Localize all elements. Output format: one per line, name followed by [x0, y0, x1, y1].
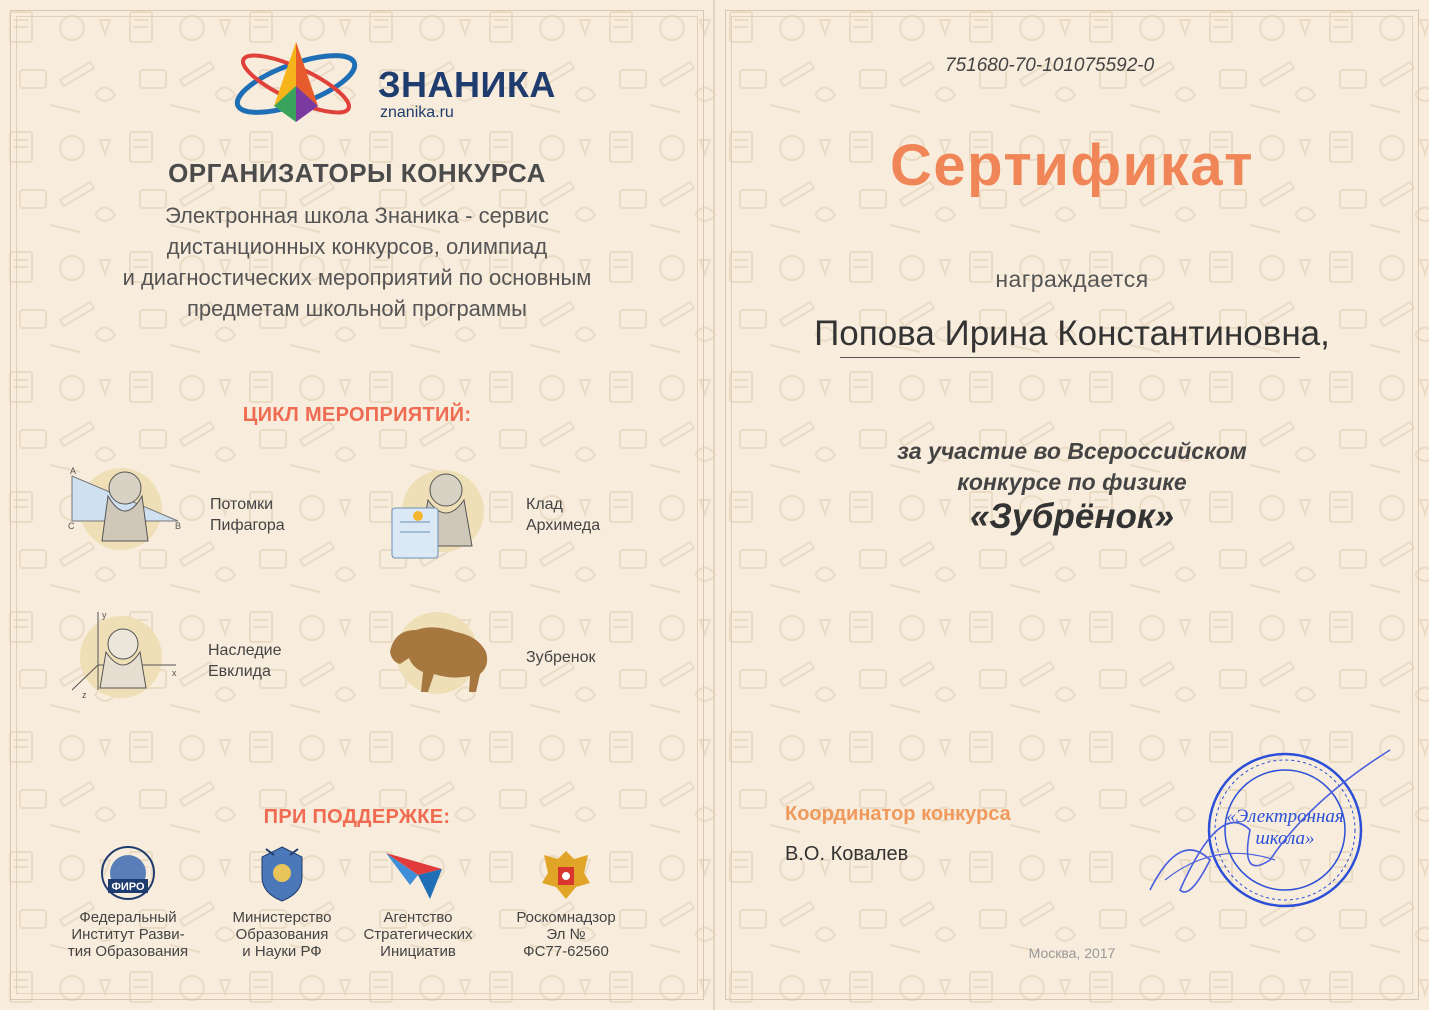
name-underline	[840, 357, 1300, 358]
contest-name: «Зубрёнок»	[969, 497, 1175, 536]
sponsor-line: Институт Разви-	[71, 926, 185, 943]
sponsor-line: Образования	[235, 926, 329, 943]
sponsor-line: Агентство	[383, 909, 453, 926]
bison-icon	[384, 610, 494, 700]
event-line1: Клад	[526, 496, 563, 513]
sponsor-line: Эл №	[546, 926, 586, 943]
event-bison	[384, 610, 644, 710]
sponsor-roskomnadzor	[496, 845, 636, 960]
organizers-line: Электронная школа Знаника - сервис	[164, 203, 550, 228]
right-page	[715, 0, 1429, 1010]
event-line2: Евклида	[208, 663, 271, 680]
organizers-line: предметам школьной программы	[187, 296, 527, 321]
sponsor-line: тия Образования	[67, 943, 189, 960]
ministry-emblem-icon	[258, 845, 306, 903]
sponsor-ministry	[212, 845, 352, 960]
event-label	[526, 647, 596, 668]
organizers-description	[40, 200, 674, 324]
event-line2: Архимеда	[526, 517, 601, 534]
award-reason	[715, 436, 1429, 498]
certificate-serial: 751680-70-101075592-0	[945, 55, 1155, 76]
event-archimedes	[388, 466, 648, 566]
svg-text:A: A	[70, 466, 77, 476]
logo-name: ЗНАНИКА	[378, 64, 556, 105]
reason-line: конкурсе по физике	[957, 469, 1187, 495]
firo-icon	[98, 845, 158, 903]
event-label	[526, 494, 600, 536]
stamp-text-line1: «Электронная	[1226, 806, 1344, 827]
znanika-logo	[226, 36, 556, 126]
pythagoras-icon	[70, 466, 185, 561]
cycle-title: ЦИКЛ МЕРОПРИЯТИЙ:	[242, 404, 472, 426]
event-label	[210, 494, 285, 536]
stamp-text-line2: школа»	[1255, 828, 1315, 849]
svg-text:B: B	[175, 521, 182, 531]
left-page	[0, 0, 714, 1010]
reason-line: за участие во Всероссийском	[897, 438, 1247, 464]
asi-logo-icon	[382, 845, 454, 903]
logo-url: znanika.ru	[380, 104, 454, 121]
archimedes-icon	[388, 466, 498, 566]
event-pythagoras	[70, 466, 310, 566]
sponsor-line: Стратегических	[363, 926, 473, 943]
event-line2: Пифагора	[210, 517, 285, 534]
coordinator-title: Координатор конкурса	[785, 803, 1011, 825]
event-euclid	[68, 610, 308, 710]
russian-coat-of-arms-icon	[540, 845, 592, 903]
firo-icon-text: ФИРО	[111, 881, 145, 893]
svg-text:x: x	[172, 668, 177, 678]
certificate-title: Сертификат	[890, 133, 1254, 198]
sponsor-line: Федеральный	[79, 909, 177, 926]
support-title: ПРИ ПОДДЕРЖКЕ:	[263, 806, 451, 828]
svg-text:y: y	[102, 610, 107, 620]
sponsor-line: Роскомнадзор	[516, 909, 616, 926]
sponsor-line: Министерство	[232, 909, 332, 926]
znanika-star-icon	[226, 36, 376, 126]
event-line1: Потомки	[210, 496, 274, 513]
sponsor-line: Инициатив	[380, 943, 456, 960]
sponsor-firo	[58, 845, 198, 960]
event-label	[208, 640, 282, 682]
event-line1: Зубренок	[526, 649, 596, 666]
sponsor-line: и Науки РФ	[242, 943, 322, 960]
organizers-title: ОРГАНИЗАТОРЫ КОНКУРСА	[168, 158, 546, 188]
svg-text:C: C	[68, 521, 75, 531]
recipient-name: Попова Ирина Константиновна,	[814, 314, 1330, 353]
sponsor-line: ФС77-62560	[523, 943, 609, 960]
city-year: Москва, 2017	[1028, 945, 1116, 961]
event-line1: Наследие	[208, 642, 282, 659]
sponsor-asi	[350, 845, 486, 960]
euclid-icon	[68, 610, 183, 705]
organizers-line: дистанционных конкурсов, олимпиад	[166, 234, 548, 259]
organizers-line: и диагностических мероприятий по основным	[122, 265, 592, 290]
coordinator-name: В.О. Ковалев	[785, 843, 909, 865]
awarded-label: награждается	[995, 266, 1149, 292]
official-stamp-icon	[1145, 740, 1415, 930]
svg-text:z: z	[82, 690, 87, 700]
